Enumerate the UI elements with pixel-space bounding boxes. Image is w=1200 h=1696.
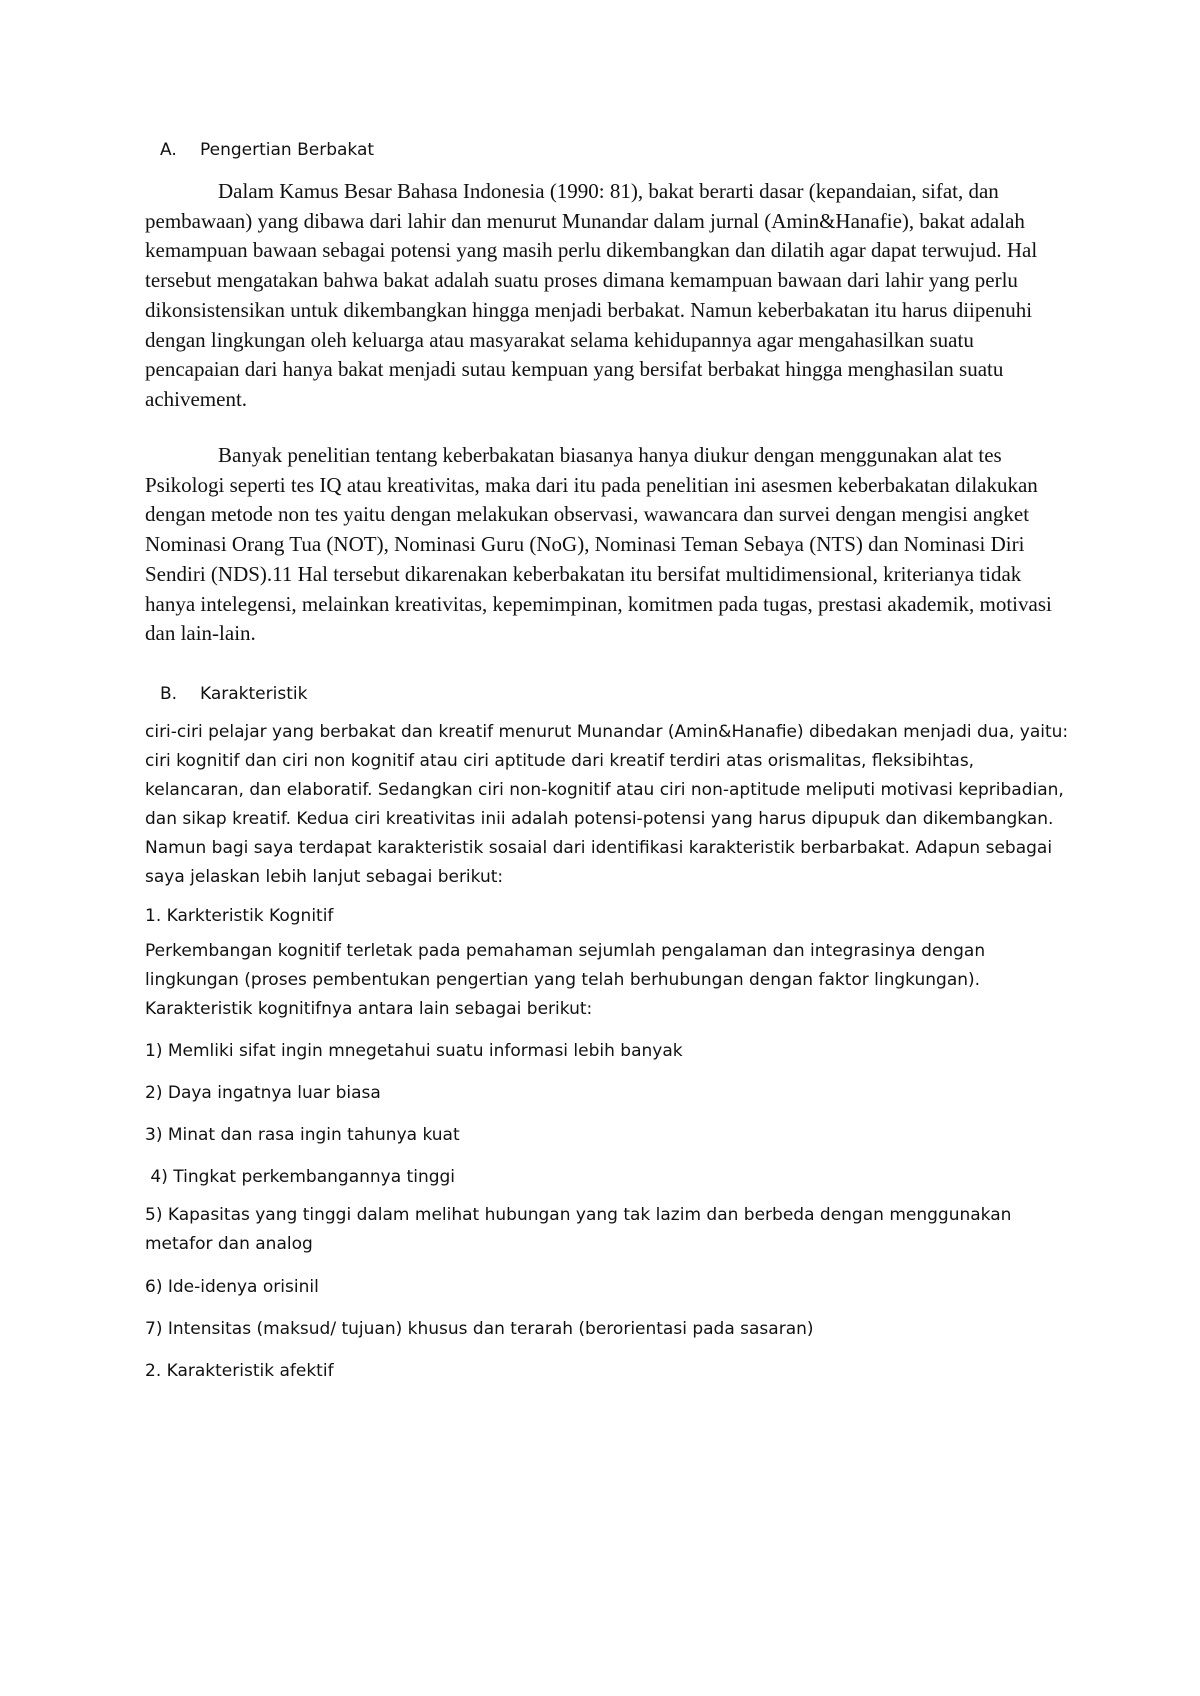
section-a-title: Pengertian Berbakat: [200, 140, 375, 160]
list-item: 6) Ide-idenya orisinil: [145, 1277, 319, 1297]
list-item: 7) Intensitas (maksud/ tujuan) khusus dan terarah (berorientasi pada sasaran): [145, 1319, 814, 1339]
section-b-title: Karakteristik: [200, 684, 308, 704]
section-a-paragraph-1: Dalam Kamus Besar Bahasa Indonesia (1990: 81), bakat berarti dasar (kepandaian, sifat, dan pembawaan) yang dibawa dari lahir dan menurut Munandar dalam jurnal (Amin&Hanafie), bakat adalah kemampuan bawaan sebagai potensi yang masih perlu dikembangkan dan dilatih agar dapat terwujud. Hal tersebut mengatakan bahwa bakat adalah suatu proses dimana kemampuan bawaan dari lahir yang perlu dikonsistensikan untuk dikembangkan hingga menjadi berbakat. Namun keberbakatan itu harus diipenuhi dengan lingkungan oleh keluarga atau masyarakat selama kehidupannya agar mengahasilkan suatu pencapaian dari hanya bakat menjadi sutau kempuan yang bersifat berbakat hingga menghasilan suatu achivement.: [145, 179, 1038, 411]
section-a-marker: A.: [160, 140, 177, 160]
cognitive-intro: Perkembangan kognitif terletak pada pemahaman sejumlah pengalaman dan integrasinya dengan lingkungan (proses pembentukan pengertian yang telah berhubungan dengan faktor lingkungan). Karakteristik kognitifnya antara lain sebagai berikut:: [145, 941, 986, 1019]
section-b-marker: B.: [160, 684, 178, 704]
affective-subheading: 2. Karakteristik afektif: [145, 1361, 334, 1381]
section-a-paragraph-2: Banyak penelitian tentang keberbakatan biasanya hanya diukur dengan menggunakan alat tes Psikologi seperti tes IQ atau kreativitas, maka dari itu pada penelitian ini asesmen keberbakatan dilakukan dengan metode non tes yaitu dengan melakukan observasi, wawancara dan survei dengan mengisi angket Nominasi Orang Tua (NOT), Nominasi Guru (NoG), Nominasi Teman Sebaya (NTS) dan Nominasi Diri Sendiri (NDS).11 Hal tersebut dikarenakan keberbakatan itu bersifat multidimensional, kriterianya tidak hanya intelegensi, melainkan kreativitas, kepemimpinan, komitmen pada tugas, prestasi akademik, motivasi dan lain-lain.: [145, 443, 1052, 646]
list-item: 4) Tingkat perkembangannya tinggi: [145, 1167, 456, 1187]
section-b-intro: ciri-ciri pelajar yang berbakat dan kreatif menurut Munandar (Amin&Hanafie) dibedakan menjadi dua, yaitu: ciri kognitif dan ciri non kognitif atau ciri aptitude dari kreatif terdiri atas orismalitas, fleksibihtas, kelancaran, dan elaboratif. Sedangkan ciri non-kognitif atau ciri non-aptitude meliputi motivasi kepribadian, dan sikap kreatif. Kedua ciri kreativitas inii adalah potensi-potensi yang harus dipupuk dan dikembangkan. Namun bagi saya terdapat karakteristik sosaial dari identifikasi karakteristik berbarbakat. Adapun sebagai saya jelaskan lebih lanjut sebagai berikut:: [145, 722, 1069, 887]
section-b-heading: [160, 683, 307, 705]
list-item: 3) Minat dan rasa ingin tahunya kuat: [145, 1125, 460, 1145]
section-a-heading: [160, 139, 374, 161]
list-item: 5) Kapasitas yang tinggi dalam melihat hubungan yang tak lazim dan berbeda dengan menggunakan metafor dan analog: [145, 1205, 1012, 1254]
list-item: 1) Memliki sifat ingin mnegetahui suatu informasi lebih banyak: [145, 1041, 683, 1061]
cognitive-subheading: 1. Karkteristik Kognitif: [145, 906, 334, 926]
list-item: 2) Daya ingatnya luar biasa: [145, 1083, 381, 1103]
